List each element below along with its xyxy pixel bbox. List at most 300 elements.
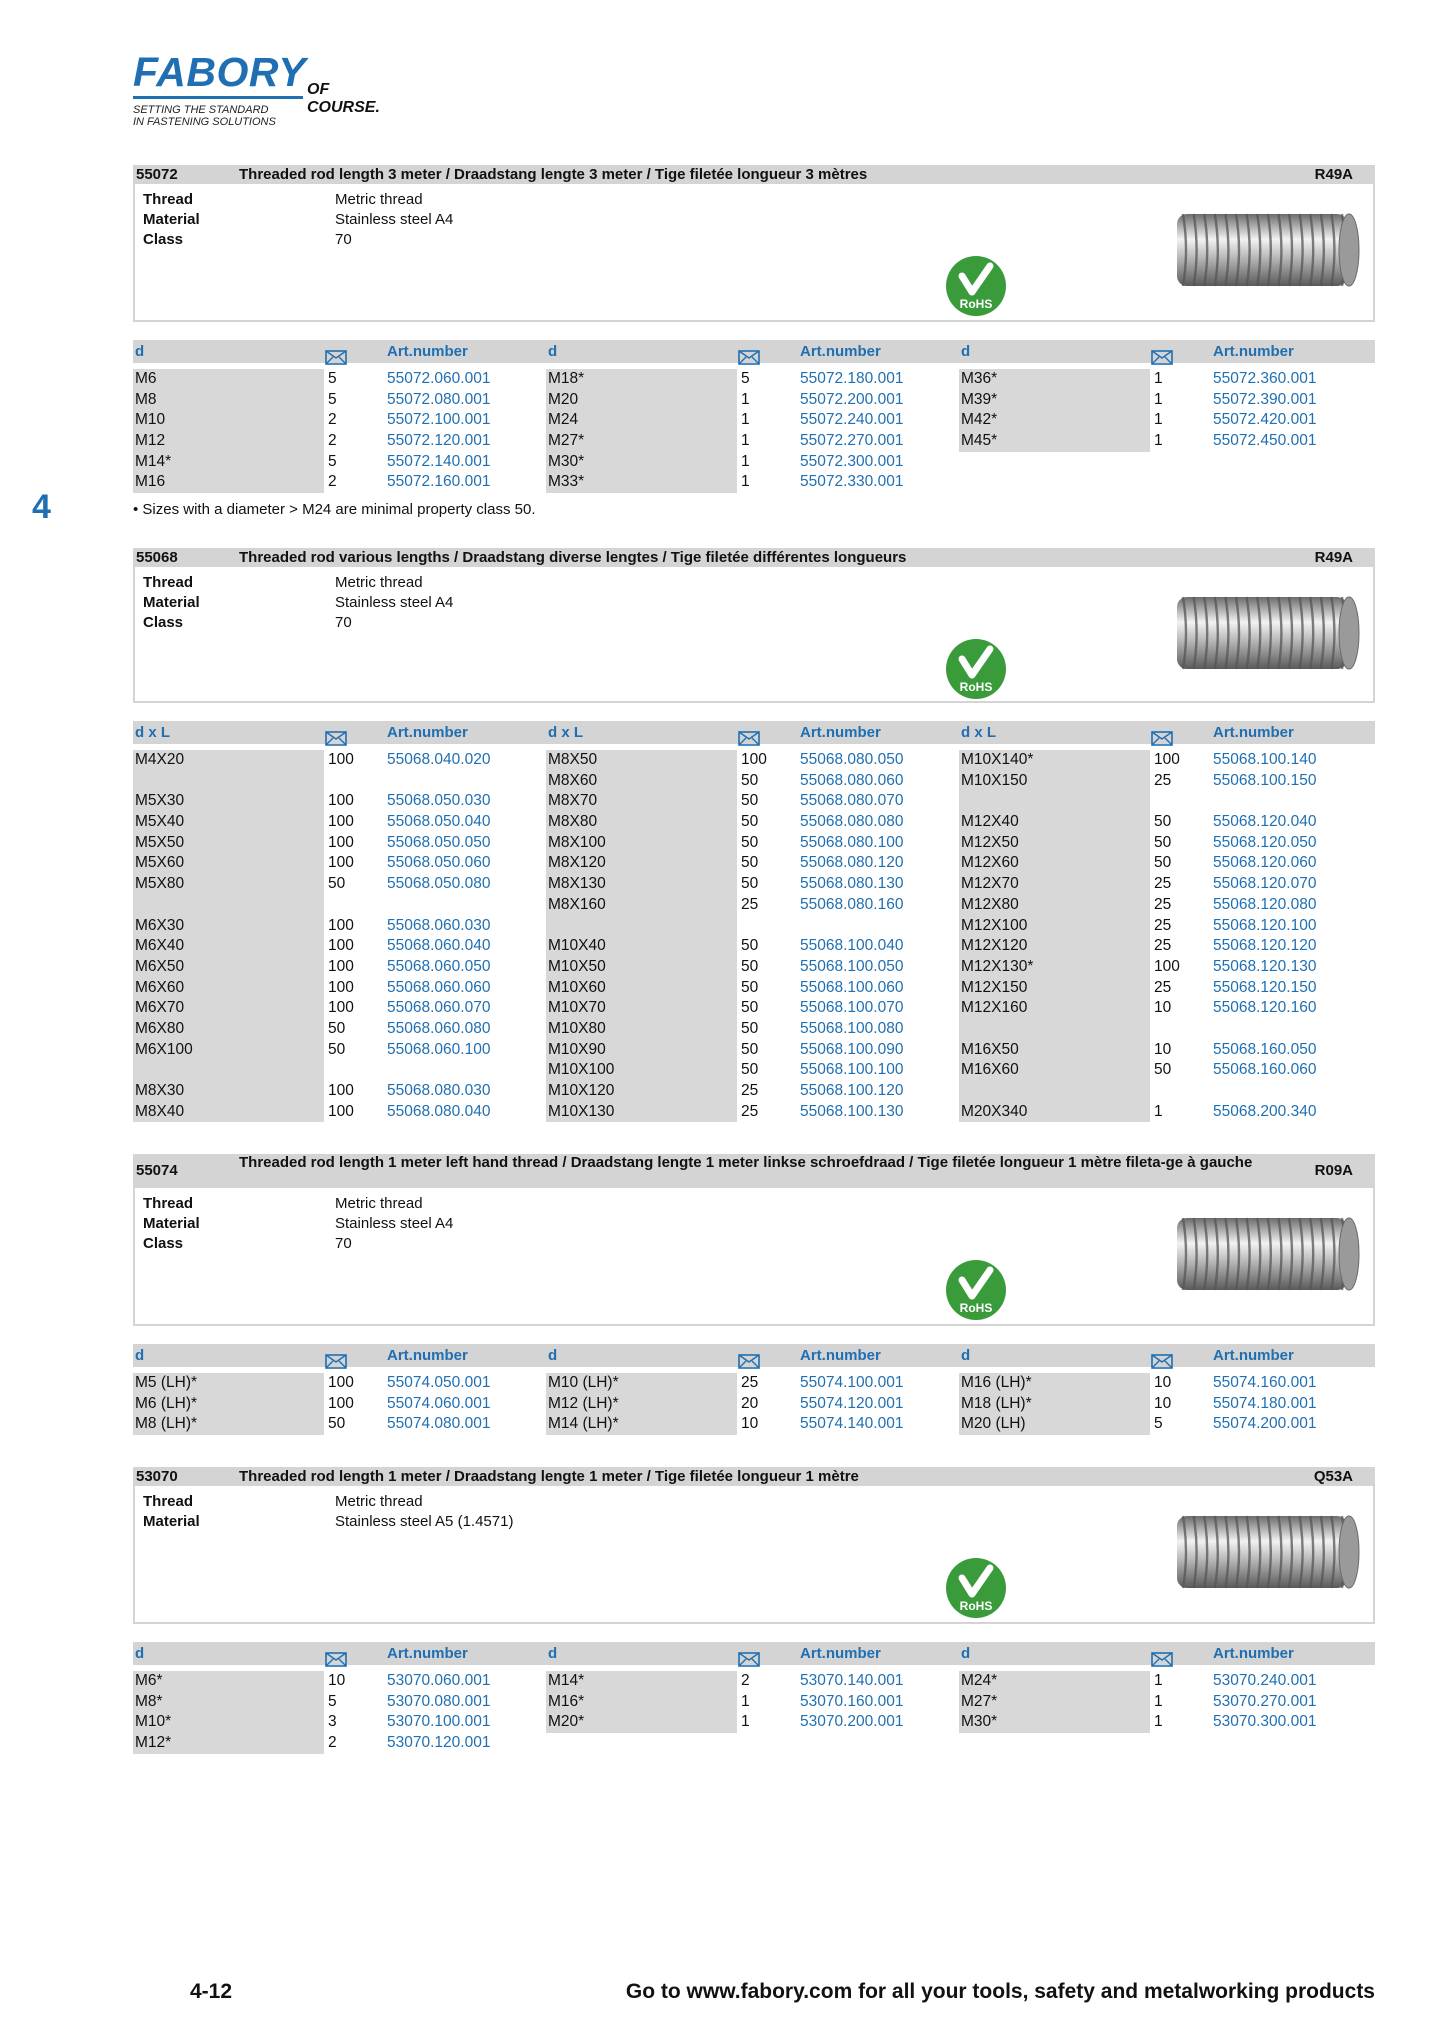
qty-cell: [328, 1060, 388, 1081]
spec-value: Stainless steel A4: [335, 211, 454, 228]
artnumber-link[interactable]: 55072.240.001: [800, 411, 904, 429]
qty-cell: 50: [741, 1040, 759, 1058]
artnumber-link[interactable]: 53070.080.001: [387, 1692, 491, 1710]
spec-value: Stainless steel A4: [335, 1215, 454, 1232]
size-cell: M20*: [548, 1713, 585, 1731]
col-d-header: d: [135, 1645, 145, 1662]
artnumber-link[interactable]: 55068.100.070: [800, 999, 904, 1017]
qty-column: [739, 369, 801, 493]
qty-column: [326, 1373, 388, 1435]
artnumber-column: [1213, 1671, 1363, 1733]
size-cell: M8X70: [548, 792, 598, 810]
size-table: [133, 340, 1375, 493]
size-column: [959, 1373, 1150, 1435]
svg-text:RoHS: RoHS: [959, 297, 993, 311]
spec-row: [143, 210, 453, 230]
artnumber-link: [387, 1060, 537, 1081]
size-table: [133, 1344, 1375, 1435]
svg-text:RoHS: RoHS: [959, 680, 993, 694]
qty-cell: 25: [1154, 937, 1172, 955]
artnumber-link[interactable]: 55068.080.160: [800, 895, 904, 913]
size-column: [959, 1671, 1150, 1733]
artnumber-link[interactable]: 55074.080.001: [387, 1415, 491, 1433]
qty-cell: 50: [741, 999, 759, 1017]
spec-row: [143, 1512, 513, 1532]
size-cell: M39*: [961, 390, 998, 408]
artnumber-link[interactable]: 55068.100.080: [800, 1019, 904, 1037]
artnumber-link[interactable]: 55068.060.050: [387, 957, 491, 975]
qty-cell: 10: [328, 1672, 346, 1689]
qty-cell: 5: [328, 1692, 337, 1710]
fabory-logo: [133, 49, 380, 128]
size-column: [133, 1373, 324, 1435]
size-cell: M18*: [548, 370, 585, 387]
size-cell: M10X80: [548, 1019, 606, 1037]
artnumber-link[interactable]: 55068.040.020: [387, 751, 491, 768]
qty-cell: 1: [1154, 1713, 1163, 1731]
artnumber-link[interactable]: 55068.080.070: [800, 792, 904, 810]
col-d-header: d x L: [135, 724, 171, 741]
artnumber-link[interactable]: 55072.140.001: [387, 452, 491, 470]
artnumber-link[interactable]: 55068.080.030: [387, 1082, 491, 1099]
artnumber-link[interactable]: 55068.120.160: [1213, 999, 1317, 1017]
qty-cell: 100: [328, 854, 354, 872]
artnumber-link[interactable]: 55068.100.040: [800, 937, 904, 955]
qty-cell: 1: [741, 411, 750, 429]
size-cell: M16X50: [961, 1040, 1019, 1058]
qty-cell: 50: [328, 1040, 346, 1058]
artnumber-link[interactable]: 55068.120.150: [1213, 978, 1317, 996]
qty-cell: [328, 895, 388, 916]
product-title: Threaded rod various lengths / Draadstang diverse lengtes / Tige filetée différentes longueurs: [239, 549, 907, 566]
qty-cell: 10: [1154, 999, 1172, 1017]
spec-label: Material: [143, 594, 200, 611]
qty-cell: 100: [328, 1102, 354, 1120]
chapter-number: 4: [32, 488, 51, 526]
size-table: [133, 721, 1375, 1123]
size-cell: M10X60: [548, 978, 606, 996]
qty-cell: 25: [1154, 875, 1172, 893]
product-ref: Q53A: [1313, 1468, 1353, 1485]
spec-label: Class: [143, 1235, 184, 1252]
threaded-rod-image: [1173, 1506, 1363, 1603]
size-cell: M10X90: [548, 1040, 606, 1058]
col-d-header: d: [548, 343, 558, 360]
artnumber-link[interactable]: 55072.200.001: [800, 390, 904, 408]
artnumber-link[interactable]: 55068.120.070: [1213, 875, 1317, 893]
product-title: Threaded rod length 1 meter left hand thread / Draadstang lengte 1 meter linkse schroefdraad / Tige filetée longueur 1 mètre fileta-ge à gauche: [239, 1154, 1253, 1171]
artnumber-link[interactable]: 55072.100.001: [387, 411, 491, 429]
artnumber-link[interactable]: 53070.060.001: [387, 1672, 491, 1689]
size-cell: M12X120: [961, 937, 1028, 955]
size-cell: M16*: [548, 1692, 585, 1710]
artnumber-link[interactable]: 55068.120.100: [1213, 916, 1317, 934]
size-cell: M10X120: [548, 1082, 615, 1099]
section-header: [133, 1154, 1375, 1188]
artnumber-link[interactable]: 55068.120.130: [1213, 957, 1317, 975]
spec-row: [143, 1234, 453, 1254]
qty-cell: 1: [1154, 1102, 1163, 1120]
col-art-header: Art.number: [800, 1347, 881, 1364]
section-header: [133, 1467, 1375, 1486]
qty-cell: 25: [741, 1082, 759, 1099]
page-number: 4-12: [190, 1980, 233, 2003]
size-cell: [961, 1081, 1150, 1102]
col-d-header: d: [961, 1645, 971, 1662]
artnumber-link[interactable]: 55068.100.050: [800, 957, 904, 975]
spec-label: Class: [143, 614, 184, 631]
artnumber-link[interactable]: 55068.060.100: [387, 1040, 491, 1058]
qty-cell: 100: [1154, 957, 1180, 975]
table-header: [133, 340, 1375, 363]
col-art-header: Art.number: [387, 1347, 468, 1364]
spec-row: [143, 230, 453, 250]
artnumber-link[interactable]: 55074.140.001: [800, 1415, 904, 1433]
product-title: Threaded rod length 1 meter / Draadstang lengte 1 meter / Tige filetée longueur 1 mètre: [239, 1468, 859, 1485]
size-cell: M8X120: [548, 854, 606, 872]
table-header: [133, 1642, 1375, 1665]
spec-label: Thread: [143, 1195, 194, 1212]
artnumber-link[interactable]: 55068.120.050: [1213, 833, 1317, 851]
qty-cell: 100: [328, 792, 354, 810]
artnumber-link[interactable]: 55072.120.001: [387, 432, 491, 450]
artnumber-link[interactable]: 53070.300.001: [1213, 1713, 1317, 1731]
artnumber-link[interactable]: 53070.140.001: [800, 1672, 904, 1689]
artnumber-link[interactable]: 53070.200.001: [800, 1713, 904, 1731]
qty-cell: 1: [1154, 432, 1163, 450]
qty-cell: 100: [328, 813, 354, 831]
product-section: [133, 548, 1375, 1123]
artnumber-link[interactable]: 55068.100.100: [800, 1061, 904, 1079]
size-cell: M6*: [135, 1672, 163, 1689]
artnumber-link[interactable]: 55072.330.001: [800, 473, 904, 491]
size-column: [959, 369, 1150, 452]
artnumber-link[interactable]: 55068.080.040: [387, 1102, 491, 1120]
artnumber-link[interactable]: 55068.120.120: [1213, 937, 1317, 955]
size-cell: M10X70: [548, 999, 606, 1017]
spec-label: Class: [143, 231, 184, 248]
size-cell: M6X40: [135, 937, 185, 955]
artnumber-link: [1213, 791, 1363, 812]
col-d-header: d: [961, 343, 971, 360]
artnumber-link[interactable]: 53070.270.001: [1213, 1692, 1317, 1710]
artnumber-link[interactable]: 55068.120.080: [1213, 895, 1317, 913]
size-cell: [135, 771, 324, 792]
spec-row: [143, 1214, 453, 1234]
artnumber-column: [387, 369, 537, 493]
qty-column: [1152, 1373, 1214, 1435]
size-cell: M10X40: [548, 937, 606, 955]
size-cell: M16X60: [961, 1061, 1019, 1079]
artnumber-link[interactable]: 55068.080.120: [800, 854, 904, 872]
artnumber-link[interactable]: 55068.120.060: [1213, 854, 1317, 872]
qty-cell: 1: [741, 432, 750, 450]
col-art-header: Art.number: [800, 1645, 881, 1662]
col-d-header: d: [961, 1347, 971, 1364]
spec-value: Stainless steel A5 (1.4571): [335, 1513, 514, 1530]
artnumber-column: [387, 1671, 537, 1754]
spec-value: Metric thread: [335, 191, 423, 208]
qty-cell: 1: [1154, 411, 1163, 429]
artnumber-link[interactable]: 55068.080.050: [800, 751, 904, 768]
size-column: [546, 750, 737, 1122]
table-body: [133, 369, 1375, 493]
size-cell: M10X140*: [961, 751, 1034, 768]
artnumber-link[interactable]: 55074.180.001: [1213, 1394, 1317, 1412]
artnumber-link[interactable]: 55068.100.140: [1213, 751, 1317, 768]
product-section: [133, 1154, 1375, 1435]
artnumber-column: [800, 750, 950, 1122]
size-cell: M20X340: [961, 1102, 1028, 1120]
size-cell: M10X50: [548, 957, 606, 975]
size-cell: M10: [135, 411, 166, 429]
qty-cell: 25: [741, 1102, 759, 1120]
artnumber-link: [1213, 1019, 1363, 1040]
artnumber-link[interactable]: 55072.450.001: [1213, 432, 1317, 450]
spec-value: 70: [335, 1235, 352, 1252]
qty-cell: 3: [328, 1713, 337, 1731]
qty-column: [739, 750, 801, 1122]
artnumber-link[interactable]: 55072.180.001: [800, 370, 904, 387]
qty-cell: 50: [741, 1061, 759, 1079]
artnumber-link[interactable]: 55068.100.060: [800, 978, 904, 996]
qty-column: [1152, 369, 1214, 452]
product-code: 53070: [136, 1468, 178, 1485]
qty-cell: 50: [1154, 813, 1172, 831]
qty-cell: 50: [1154, 854, 1172, 872]
qty-column: [1152, 750, 1214, 1122]
spec-row: [143, 593, 453, 613]
rohs-check-icon: [944, 637, 1008, 706]
spec-value: Stainless steel A4: [335, 594, 454, 611]
col-art-header: Art.number: [800, 724, 881, 741]
qty-cell: 100: [328, 833, 354, 851]
artnumber-link[interactable]: 55068.080.100: [800, 833, 904, 851]
spec-value: 70: [335, 231, 352, 248]
logo-of-course: OF COURSE.: [307, 81, 380, 116]
size-cell: M10X130: [548, 1102, 615, 1120]
logo-tagline: SETTING THE STANDARD IN FASTENING SOLUTIONS: [133, 104, 276, 128]
artnumber-link[interactable]: 55072.270.001: [800, 432, 904, 450]
qty-cell: 2: [741, 1672, 750, 1689]
artnumber-link[interactable]: 55068.060.040: [387, 937, 491, 955]
table-body: [133, 1373, 1375, 1435]
artnumber-column: [800, 1671, 950, 1733]
size-cell: M5 (LH)*: [135, 1374, 198, 1391]
table-body: [133, 1671, 1375, 1754]
qty-cell: 1: [1154, 390, 1163, 408]
artnumber-column: [1213, 750, 1363, 1122]
qty-cell: 1: [741, 1692, 750, 1710]
size-cell: M10 (LH)*: [548, 1374, 619, 1391]
size-cell: M42*: [961, 411, 998, 429]
artnumber-link: [387, 771, 537, 792]
size-cell: M12X70: [961, 875, 1019, 893]
artnumber-link[interactable]: 55074.200.001: [1213, 1415, 1317, 1433]
size-cell: M5X50: [135, 833, 185, 851]
size-cell: M12: [135, 432, 166, 450]
qty-cell: 1: [1154, 1692, 1163, 1710]
table-header: [133, 721, 1375, 744]
size-cell: [961, 1019, 1150, 1040]
spec-box: [133, 184, 1375, 322]
size-cell: M8X50: [548, 751, 598, 768]
artnumber-link[interactable]: 55072.300.001: [800, 452, 904, 470]
spec-label: Thread: [143, 1493, 194, 1510]
artnumber-link[interactable]: 55068.050.040: [387, 813, 491, 831]
qty-cell: 25: [1154, 978, 1172, 996]
qty-column: [326, 750, 388, 1122]
artnumber-link[interactable]: 55072.080.001: [387, 390, 491, 408]
artnumber-column: [387, 750, 537, 1122]
qty-cell: 5: [1154, 1415, 1163, 1433]
spec-label: Material: [143, 1215, 200, 1232]
col-d-header: d x L: [961, 724, 997, 741]
artnumber-link[interactable]: 55074.050.001: [387, 1374, 491, 1391]
size-column: [546, 1671, 737, 1733]
artnumber-link[interactable]: 55068.050.050: [387, 833, 491, 851]
spec-label: Thread: [143, 191, 194, 208]
artnumber-link[interactable]: 55072.060.001: [387, 370, 491, 387]
artnumber-link[interactable]: 55072.160.001: [387, 473, 491, 491]
artnumber-link[interactable]: 55072.390.001: [1213, 390, 1317, 408]
size-cell: M30*: [961, 1713, 998, 1731]
product-title: Threaded rod length 3 meter / Draadstang lengte 3 meter / Tige filetée longueur 3 mètres: [239, 166, 868, 183]
artnumber-link[interactable]: 55068.050.080: [387, 875, 491, 893]
qty-cell: 50: [741, 854, 759, 872]
artnumber-link[interactable]: 53070.160.001: [800, 1692, 904, 1710]
size-cell: M12X80: [961, 895, 1019, 913]
product-code: 55072: [136, 166, 178, 183]
spec-value: Metric thread: [335, 1195, 423, 1212]
table-header: [133, 1344, 1375, 1367]
spec-box: [133, 567, 1375, 703]
artnumber-link[interactable]: 55068.160.050: [1213, 1040, 1317, 1058]
size-column: [133, 369, 324, 493]
qty-cell: [1154, 791, 1214, 812]
artnumber-link[interactable]: 55068.080.060: [800, 771, 904, 789]
spec-row: [143, 573, 453, 593]
qty-cell: 2: [328, 411, 337, 429]
qty-cell: 10: [1154, 1394, 1172, 1412]
qty-cell: 25: [1154, 771, 1172, 789]
qty-cell: 2: [328, 432, 337, 450]
size-cell: M12X150: [961, 978, 1028, 996]
qty-cell: [741, 916, 801, 937]
artnumber-link[interactable]: 55068.060.060: [387, 978, 491, 996]
artnumber-link[interactable]: 55074.060.001: [387, 1394, 491, 1412]
section-header: [133, 165, 1375, 184]
spec-value: Metric thread: [335, 1493, 423, 1510]
qty-column: [326, 369, 388, 493]
artnumber-link[interactable]: 55068.080.130: [800, 875, 904, 893]
size-cell: M24*: [961, 1672, 998, 1689]
size-cell: M10*: [135, 1713, 172, 1731]
size-cell: M5X60: [135, 854, 185, 872]
threaded-rod-image: [1173, 204, 1363, 301]
col-art-header: Art.number: [387, 724, 468, 741]
size-cell: M12X160: [961, 999, 1028, 1017]
size-cell: M12X130*: [961, 957, 1034, 975]
size-cell: M12X100: [961, 916, 1028, 934]
size-cell: M30*: [548, 452, 585, 470]
qty-cell: 50: [1154, 1061, 1172, 1079]
product-ref: R49A: [1314, 549, 1353, 566]
size-cell: M36*: [961, 370, 998, 387]
size-cell: M6X80: [135, 1019, 185, 1037]
qty-column: [1152, 1671, 1214, 1733]
artnumber-link[interactable]: 53070.240.001: [1213, 1672, 1317, 1689]
size-cell: M8 (LH)*: [135, 1415, 198, 1433]
col-art-header: Art.number: [1213, 1347, 1294, 1364]
artnumber-link[interactable]: 55068.050.060: [387, 854, 491, 872]
qty-cell: 25: [1154, 916, 1172, 934]
artnumber-link[interactable]: 53070.120.001: [387, 1734, 491, 1752]
artnumber-link[interactable]: 55068.200.340: [1213, 1102, 1317, 1120]
size-cell: M12X40: [961, 813, 1019, 831]
size-cell: M45*: [961, 432, 998, 450]
qty-cell: 10: [1154, 1040, 1172, 1058]
artnumber-link[interactable]: 55074.100.001: [800, 1374, 904, 1391]
qty-column: [739, 1671, 801, 1733]
artnumber-link[interactable]: 55074.160.001: [1213, 1374, 1317, 1391]
artnumber-link[interactable]: 55072.420.001: [1213, 411, 1317, 429]
size-cell: M8: [135, 390, 157, 408]
artnumber-link[interactable]: 53070.100.001: [387, 1713, 491, 1731]
size-cell: [135, 895, 324, 916]
logo-word: FABORY: [133, 49, 307, 95]
size-cell: M6: [135, 370, 157, 387]
artnumber-link[interactable]: 55068.100.090: [800, 1040, 904, 1058]
size-cell: M8X60: [548, 771, 598, 789]
size-cell: [961, 791, 1150, 812]
size-cell: M8X30: [135, 1082, 185, 1099]
col-d-header: d: [548, 1645, 558, 1662]
qty-cell: 100: [328, 916, 354, 934]
artnumber-link[interactable]: 55068.100.150: [1213, 771, 1317, 789]
size-cell: M16 (LH)*: [961, 1374, 1032, 1391]
artnumber-link[interactable]: 55068.100.130: [800, 1102, 904, 1120]
size-cell: M6 (LH)*: [135, 1394, 198, 1412]
qty-cell: 20: [741, 1394, 759, 1412]
artnumber-link[interactable]: 55068.050.030: [387, 792, 491, 810]
size-cell: M24: [548, 411, 579, 429]
size-cell: M20 (LH): [961, 1415, 1026, 1433]
artnumber-link[interactable]: 55068.060.070: [387, 999, 491, 1017]
col-art-header: Art.number: [1213, 343, 1294, 360]
spec-props: [143, 190, 453, 250]
artnumber-link[interactable]: 55074.120.001: [800, 1394, 904, 1412]
col-art-header: Art.number: [800, 343, 881, 360]
artnumber-link[interactable]: 55068.060.030: [387, 916, 491, 934]
artnumber-link[interactable]: 55068.100.120: [800, 1082, 904, 1099]
artnumber-link[interactable]: 55072.360.001: [1213, 370, 1317, 387]
artnumber-link[interactable]: 55068.120.040: [1213, 813, 1317, 831]
rohs-check-icon: [944, 254, 1008, 323]
artnumber-link[interactable]: 55068.060.080: [387, 1019, 491, 1037]
artnumber-link[interactable]: 55068.080.080: [800, 813, 904, 831]
size-cell: M8X130: [548, 875, 606, 893]
rohs-check-icon: [944, 1556, 1008, 1625]
col-d-header: d x L: [548, 724, 584, 741]
col-art-header: Art.number: [387, 1645, 468, 1662]
artnumber-link[interactable]: 55068.160.060: [1213, 1061, 1317, 1079]
qty-cell: 100: [328, 1374, 354, 1391]
artnumber-column: [800, 369, 950, 493]
size-column: [133, 1671, 324, 1754]
qty-cell: 1: [741, 390, 750, 408]
qty-cell: 100: [328, 999, 354, 1017]
